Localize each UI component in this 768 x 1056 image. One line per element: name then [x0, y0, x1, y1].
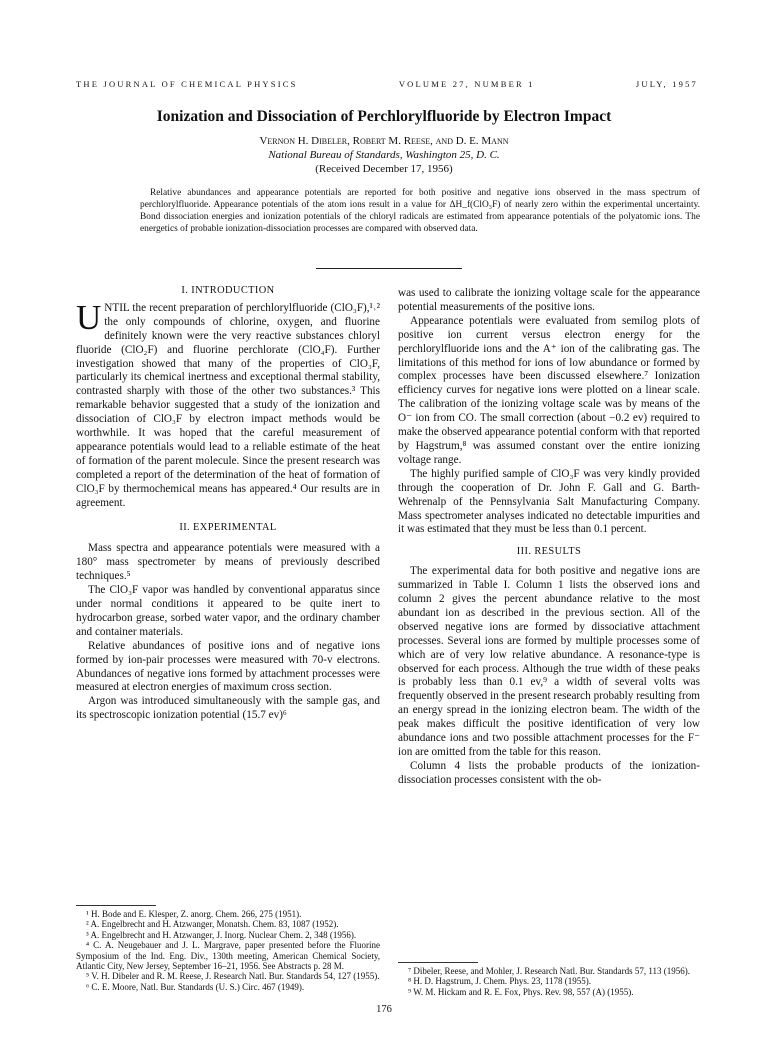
- author-names: Vernon H. Dibeler, Robert M. Reese, and D. E. Mann: [259, 135, 509, 147]
- section-heading-results: III. RESULTS: [516, 546, 582, 558]
- experimental-paragraph-3: Relative abundances of positive ions and of negative ions formed by ion-pair processes were measured with 70-v electrons. Abundances of negative ions formed by attachment processes were measured at electron energies of maximum cross section.: [76, 639, 380, 694]
- section-divider: [316, 268, 462, 269]
- sample-paragraph: The highly purified sample of ClO₃F was very kindly provided through the cooperation of Dr. John F. Gall and G. Barth-Wehrenalp of the Pennsylvania Salt Manufacturing Company. Mass spectrometer analyses indicated no detectable impurities and it was estimated that they must be less than 0.1 percent.: [398, 467, 700, 536]
- footnote: ² A. Engelbrecht and H. Atzwanger, Monatsh. Chem. 83, 1087 (1952).: [86, 919, 339, 930]
- footnote: ¹ H. Bode and E. Klesper, Z. anorg. Chem. 266, 275 (1951).: [86, 909, 302, 919]
- footnote: ⁹ W. M. Hickam and R. E. Fox, Phys. Rev. 98, 557 (A) (1955).: [408, 986, 634, 997]
- intro-paragraph: [76, 297, 380, 511]
- abstract: [140, 187, 700, 235]
- footnote: ³ A. Engelbrecht and H. Atzwanger, J. Inorg. Nuclear Chem. 2, 348 (1956).: [86, 929, 357, 940]
- footnote: ⁷ Dibeler, Reese, and Mohler, J. Research Natl. Bur. Standards 57, 113 (1956).: [408, 966, 691, 976]
- footnote-rule: [398, 962, 478, 963]
- right-column: [398, 287, 700, 788]
- abstract-text: Relative abundances and appearance potentials are reported for both positive and negative ions observed in the mass spectrum of perchlorylfluoride. Appearance potentials of the atom ions result in a value for ΔH_f(ClO₃F) of nearly zero within the experimental uncertainty. Bond dissociation energies and ionization potentials of the chloryl radicals are estimated from appearance potentials of the polyatomic ions. The energetics of probable ionization-dissociation processes are compared with observed data.: [140, 188, 700, 235]
- footnotes-right: [398, 962, 700, 997]
- experimental-paragraph-1: Mass spectra and appearance potentials were measured with a 180° mass spectrometer by means of previously described techniques.⁵: [76, 542, 380, 583]
- received-date: (Received December 17, 1956): [315, 163, 453, 175]
- experimental-paragraph-2: The ClO₃F vapor was handled by conventional apparatus since under normal conditions it appeared to be quite inert to hydrocarbon grease, sorbed water vapor, and the ordinary chamber and container materials.: [76, 584, 380, 638]
- footnote: ⁵ V. H. Dibeler and R. M. Reese, J. Research Natl. Bur. Standards 54, 127 (1955).: [86, 971, 380, 982]
- footnote: ⁶ C. E. Moore, Natl. Bur. Standards (U. S.) Circ. 467 (1949).: [86, 981, 305, 992]
- issue-date: JULY, 1957: [635, 79, 698, 89]
- journal-name: THE JOURNAL OF CHEMICAL PHYSICS: [76, 79, 298, 89]
- drop-cap: U: [76, 297, 102, 337]
- page-number: 176: [376, 1004, 392, 1015]
- footnote-rule: [76, 905, 156, 906]
- running-head: [76, 79, 698, 89]
- results-paragraph-1: The experimental data for both positive and negative ions are summarized in Table I. Column 1 lists the observed ions and column 2 gives the percent abundance relative to the most abundant ion as described in the previous section. All of the observed negative ions are formed by dissociative attachment processes. Several ions are formed by multiple processes some of which are of very low relative abundance. A resonance-type is observed for each process. Although the true width of these peaks is probably less than 0.1 ev,⁹ a width of several volts was frequently observed in the present research probably resulting from an energy spread in the ionizing electron beam. The width of the peak makes difficult the positive identification of very low abundance ions and two possible attachment processes for the F⁻ ion are omitted from the table for this reason.: [398, 565, 700, 758]
- section-heading-introduction: I. INTRODUCTION: [181, 285, 275, 296]
- left-column: [76, 284, 380, 723]
- results-paragraph-2: Column 4 lists the probable products of the ionization-dissociation processes consistent with the ob-: [398, 759, 700, 786]
- author-block: [0, 134, 768, 176]
- footnotes-left: [76, 905, 380, 992]
- footnote: ⁴ C. A. Neugebauer and J. L. Margrave, paper presented before the Fluorine Symposium of the Ind. Eng. Div., 130th meeting, American Chemical Society, Atlantic City, New Jersey, September 16–21, 1956. See Abstracts p. 28 M.: [76, 940, 380, 972]
- continued-paragraph: was used to calibrate the ionizing voltage scale for the appearance potential measurements of the positive ions.: [398, 287, 700, 313]
- affiliation: National Bureau of Standards, Washington 25, D. C.: [268, 149, 500, 161]
- experimental-paragraph-4: Argon was introduced simultaneously with the sample gas, and its spectroscopic ionization potential (15.7 ev)⁶: [76, 695, 380, 722]
- volume-number: VOLUME 27, NUMBER 1: [398, 79, 535, 89]
- appearance-potential-paragraph: Appearance potentials were evaluated from semilog plots of positive ion current versus electron energy for the perchlorylfluoride ions and the A⁺ ion of the calibrating gas. The limitations of this method for ions of low abundance or formed by complex processes have been discussed elsewhere.⁷ Ionization efficiency curves for negative ions were plotted on a linear scale. The calibration of the ionizing voltage scale was by means of the O⁻ ion from CO. The small correction (about −0.2 ev) required to make the observed appearance potential conform with that reported by Hagstrum,⁸ was assumed constant over the entire ionizing voltage range.: [398, 314, 700, 466]
- article-title: Ionization and Dissociation of Perchlorylfluoride by Electron Impact: [156, 108, 612, 125]
- intro-paragraph-text: NTIL the recent preparation of perchlorylfluoride (ClO₃F),¹˒² the only compounds of chlorine, oxygen, and fluorine definitely known were the very reactive substances chloryl fluoride (ClO₂F) and fluorine perchlorate (ClO₄F). Further investigation showed that many of the properties of ClO₃F, particularly its chemical inertness and exceptional thermal stability, contrasted sharply with those of the other two substances.³ This remarkable behavior suggested that a study of the ionization and dissociation of ClO₃F by electron impact methods would be worthwhile. It was hoped that the careful measurement of appearance potentials would lead to a reliable estimate of the heat of formation of the parent molecule. Since the present research was completed a report of the determination of the heat of formation of ClO₃F by thermochemical means has appeared.⁴ Our results are in agreement.: [76, 301, 380, 509]
- footnote: ⁸ H. D. Hagstrum, J. Chem. Phys. 23, 1178 (1955).: [408, 976, 592, 987]
- section-heading-experimental: II. EXPERIMENTAL: [179, 521, 277, 533]
